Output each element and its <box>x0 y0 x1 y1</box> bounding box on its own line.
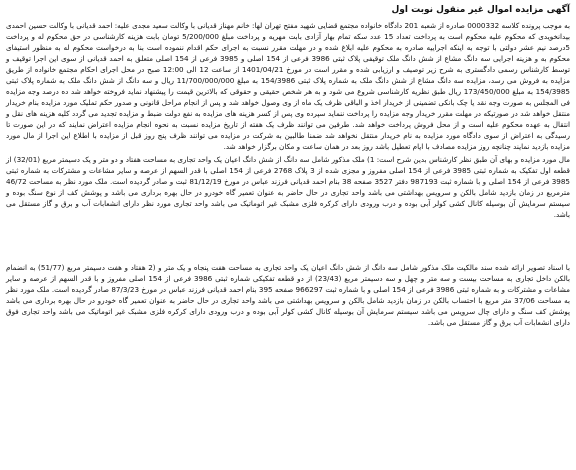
notice-paragraph-1: به موجب پرونده کلاسه 0000332 صادره از شعبه 201 دادگاه خانواده مجتمع قضایی شهید مفتح تهران لها: خانم مهناز قدیانی با وکالت سعید مجدی علیه: احمد قدیانی با وکالت حسین احمدی بیدانخویدی که محکوم علیه محکوم است به پرداخت تعداد 15 عدد سکه تمام بهار آزادی بابت مهریه و پرداخت مبلغ 5/200/000 تومان بابت هزینه کارشناسی در حق محکوم له و پرداخت 5درصد نیم عشر دولتی با توجه به اینکه اجراییه صادره به محکوم علیه ابلاغ شده و در مهلت مقرر نسبت به اجرای حکم اقدام ننموده است بنا به درخواست محکوم له به منظور استیفای محکوم به و هزینه اجرایی سه دانگ مشاع از شش دانگ ملک توقیفی پلاک ثبتی 3986 فرعی از 154 اصلی و 3985 فرعی از 154 اصلی متعلق به احمد قدیانی از سوی این اجرا توقیف و توسط کارشناس رسمی دادگستری به شرح زیر توصیف و ارزیابی شده و مقرر است در مورخ 1401/04/21 از ساعت 12 الی 12:00 صبح در محل اجرای احکام مجتمع خانواده از طریق مزایده به فروش می رسد، مزایده سه دانگ مشاع از شش دانگ ملک به شماره پلاک ثبتی 154/3986 به مبلغ 11/700/000/000 ریال و سه دانگ از شش دانگ ملک به شماره پلاک ثبتی 154/3985 به مبلغ 173/450/000 ریال طبق نظریه کارشناسی شروع می شود و به هر شخص حقیقی و حقوقی که بالاترین قیمت را پیشنهاد نماید فروخته خواهد شد ده درصد وجه مزایده فی المجلس به صورت وجه نقد یا چک بانکی تضمینی از خریدار اخذ و الباقی ظرف یک ماه از وی وصول خواهد شد و پس از انجام مراحل قانونی و صدور حکم تملیک مورد مزایده بنام خریدار منتقل خواهد شد در صورتیکه در مهلت مقرر خریدار وجه مزایده را پرداخت ننماید سپرده وی پس از کسر هزینه های مزایده به نفع دولت ضبط و مزایده تجدید می گردد کلیه هزینه های نقل و انتقال به عهده محکوم علیه است و از محل فروش پرداخت خواهد شد. طرفین می توانند ظرف یک هفته از تاریخ مزایده نسبت به نحوه انجام مزایده اعتراض نمایند که در این صورت تا رسیدگی به اعتراض از سوی دادگاه مورد مزایده به نام خریدار منتقل نخواهد شد ضمنا طالبین به شرکت در مزایده می توانند ظرف پنج روز قبل از مزایده با اطلاع این اجرا از مال مورد مزایده بازدید نمایند چنانچه روز مزایده مصادف با ایام تعطیل باشد روز بعد در همان ساعت و مکان برگزار خواهد شد. <box>6 21 570 151</box>
notice-paragraph-2: مال مورد مزایده و بهای آن طبق نظر کارشناس بدین شرح است: 1) ملک مذکور شامل سه دانگ از شش دانگ اعیان یک واحد تجاری به مساحت هفتاد و دو متر و یک دسیمتر مربع (32/01) از قطعه اول تفکیک به شماره ثبتی 3985 فرعی از 154 اصلی مفروز و مجزی شده از 3 پلاک 2768 فرعی از 154 اصلی با قدر السهم از عرصه و سایر مشاعات و مشترکات به شماره ثبتی 3985 فرعی از 154 اصلی و با شماره ثبت 987193 دفتر 3527 صفحه 38 بنام احمد قدیانی فرزند عباس در مورخ 81/12/19 ثبت و صادر گردیده است. ملک مورد نظر به مساحت 46/72 مترمربع در زمان بازدید شامل بالکن و سرویس بهداشتی می باشد واحد تجاری در حال حاضر به عنوان تعمیر گاه خودرو در حال بهره برداری می باشد و پوشش کف از نوع سنگ بوده و سیستم سرمایش آن بوسیله کانال کشی کولر آبی بوده و درب ورودی دارای کرکره فلزی مشبک غیر اتوماتیک می باشد واحد تجاری مورد نظر دارای انشعابات آب و برق و گاز مستقل می باشد. <box>6 155 570 219</box>
blank-space <box>6 222 570 262</box>
notice-paragraph-3: با اسناد تصویر ارائه شده سند مالکیت ملک مذکور شامل سه دانگ از شش دانگ اعیان یک واحد تجاری به مساحت هفت پنجاه و یک متر و (2 هفتاد و هفت دسیمتر مربع (51/77) به انضمام بالکن داخل تجاری به مساحت بیست و سه متر و چهل و سه دسیمتر مربع (23/43) از دو قطعه تفکیکی شماره ثبتی 3986 فرعی از 154 اصلی مفروز و با قدر السهم از عرصه و سایر مشاعات و مشترکات و به شماره ثبتی 3986 فرعی از 154 اصلی و با شماره ثبت 966297 صفحه 395 بنام احمد قدیانی فرزند عباس در مورخ 87/3/23 صادر گردیده است. ملک مورد نظر به مساحت 37/06 متر مربع با احتساب بالکن در زمان بازدید شامل بالکن و سرویس بهداشتی می باشد واحد تجاری در حال حاضر به عنوان تعمیر گاه خودرو در حال بهره برداری می باشد پوشش کف سنگ و دارای چال سرویس می باشد سیستم سرمایش آن بوسیله کانال کشی کولر آبی بوده و درب ورودی دارای کرکره فلزی مشبک غیر اتوماتیک می باشد واحد تجاری فوق دارای انشعابات آب برق و گاز مستقل می باشد. <box>6 263 570 327</box>
notice-title: آگهی مزایده اموال غیر منقول نوبت اول <box>391 5 570 15</box>
